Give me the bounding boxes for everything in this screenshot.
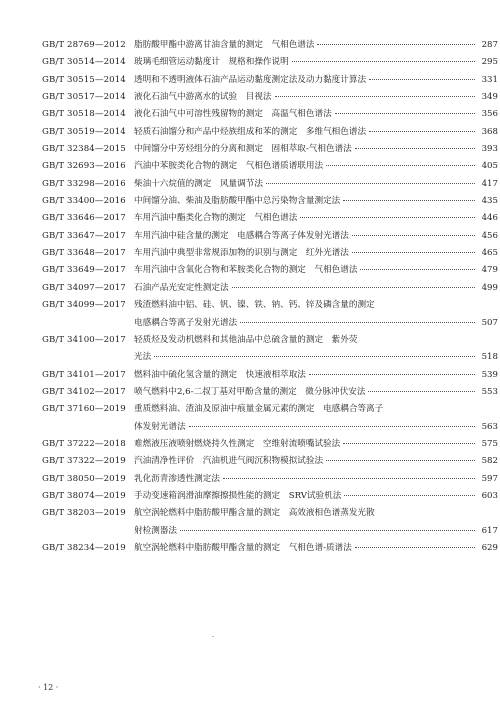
toc-entry[interactable] (42, 245, 498, 262)
toc-entry[interactable] (42, 124, 498, 141)
toc-entry-body (134, 54, 498, 71)
toc-entry[interactable] (42, 280, 498, 297)
toc-entry-body (134, 297, 498, 314)
toc-entry-body (134, 419, 498, 436)
entry-title: 石油产品光安定性测定法 (134, 282, 229, 293)
standard-code: GB/T 37160—2019 (42, 404, 126, 415)
toc-entry[interactable] (42, 37, 498, 54)
page-number-ref: 518 (481, 352, 498, 363)
toc-entry[interactable] (42, 505, 498, 540)
toc-line (42, 280, 498, 297)
toc-line (42, 245, 498, 262)
page-number-ref: 617 (481, 525, 498, 536)
toc-entry-body (134, 505, 498, 522)
toc-entry-body (134, 245, 498, 262)
toc-entry-body (134, 488, 498, 505)
entry-title: 汽油清净性评价 汽油机进气阀沉积物模拟试验法 (134, 456, 324, 467)
standard-code: GB/T 38074—2019 (42, 490, 126, 501)
page-number-ref: 575 (481, 438, 498, 449)
toc-line (42, 89, 498, 106)
entry-title: 透明和不透明液体石油产品运动黏度测定法及动力黏度计算法 (134, 74, 367, 85)
toc-entry[interactable] (42, 158, 498, 175)
toc-entry-body (134, 367, 498, 384)
toc-entry-body (134, 158, 498, 175)
entry-title: 中间馏分油、柴油及脂肪酸甲酯中总污染物含量测定法 (134, 196, 341, 207)
page-number-ref: 405 (481, 161, 498, 172)
dot-leader (240, 322, 475, 323)
toc-entry[interactable] (42, 176, 498, 193)
standard-code: GB/T 37222—2018 (42, 438, 126, 449)
dot-leader (343, 200, 475, 201)
dot-leader (344, 495, 475, 496)
standard-code: GB/T 32693—2016 (42, 161, 126, 172)
toc-entry[interactable] (42, 436, 498, 453)
page-number-ref: 295 (481, 57, 498, 68)
page-number-ref: 287 (481, 40, 498, 50)
standard-code: GB/T 28769—2012 (42, 40, 126, 50)
page-number-ref: 479 (481, 265, 498, 276)
toc-line (42, 54, 498, 71)
entry-title: 残渣燃料油中铝、硅、钒、镍、铁、钠、钙、锌及磷含量的测定 (134, 300, 375, 311)
toc-entry[interactable] (42, 210, 498, 227)
toc-entry[interactable] (42, 89, 498, 106)
page-number-ref: 629 (481, 542, 498, 553)
page-number-ref: 597 (481, 473, 498, 484)
standard-code: GB/T 33646—2017 (42, 213, 126, 224)
entry-title: 车用汽油中含氧化合物和苯胺类化合物的测定 气相色谱法 (134, 265, 358, 276)
entry-title: 液化石油气中可溶性残留物的测定 高温气相色谱法 (134, 109, 332, 120)
toc-entry-body (134, 37, 498, 54)
dot-leader (232, 287, 475, 288)
entry-title-continued: 电感耦合等离子发射光谱法 (134, 317, 238, 328)
toc-entry[interactable] (42, 367, 498, 384)
toc-line-continued (42, 419, 498, 436)
page-number-ref: 603 (481, 490, 498, 501)
toc-entry-body (134, 262, 498, 279)
page-number-ref: 435 (481, 196, 498, 207)
toc-line (42, 210, 498, 227)
standard-code: GB/T 30515—2014 (42, 74, 126, 85)
toc-line (42, 193, 498, 210)
toc-line (42, 384, 498, 401)
dot-leader (335, 113, 475, 114)
page-number-ref: 499 (481, 282, 498, 293)
dot-leader (180, 530, 475, 531)
page-number-ref: 553 (481, 386, 498, 397)
dot-leader (292, 61, 475, 62)
page-number-ref: 582 (481, 456, 498, 467)
entry-title: 车用汽油中硅含量的测定 电感耦合等离子体发射光谱法 (134, 230, 349, 241)
toc-entry-body (134, 228, 498, 245)
toc-entry-body (134, 193, 498, 210)
standard-code: GB/T 34100—2017 (42, 334, 126, 345)
standard-code: GB/T 33648—2017 (42, 248, 126, 259)
toc-line (42, 72, 498, 89)
toc-line (42, 141, 498, 158)
toc-entry-body (134, 453, 498, 470)
entry-title: 手动变速箱润滑油摩擦擦损性能的测定 SRV试验机法 (134, 490, 342, 501)
entry-title: 燃料油中硫化氢含量的测定 快速液相萃取法 (134, 369, 306, 380)
toc-entry[interactable] (42, 193, 498, 210)
standard-code: GB/T 34101—2017 (42, 369, 126, 380)
dot-leader (352, 235, 475, 236)
page-number: · 12 · (38, 683, 59, 692)
standard-code: GB/T 34099—2017 (42, 300, 126, 311)
page-number-ref: 539 (481, 369, 498, 380)
toc-entry-body (134, 401, 498, 418)
standard-code: GB/T 38050—2019 (42, 473, 126, 484)
toc-line (42, 540, 498, 557)
toc-line (42, 262, 498, 279)
page-number-ref: 456 (481, 230, 498, 241)
standard-code: GB/T 34097—2017 (42, 282, 126, 293)
toc-line (42, 367, 498, 384)
page-number-ref: 465 (481, 248, 498, 259)
toc-line (42, 453, 498, 470)
dot-leader (223, 478, 475, 479)
entry-title: 重质燃料油、渣油及原油中痕量金属元素的测定 电感耦合等离子 (134, 404, 384, 415)
dot-leader (343, 443, 475, 444)
toc-entry-body (134, 523, 498, 540)
toc-entry-body (134, 280, 498, 297)
page-number-ref: 393 (481, 144, 498, 155)
toc-line (42, 124, 498, 141)
toc-entry-body (134, 141, 498, 158)
page-number-ref: 331 (481, 74, 498, 85)
dot-leader (355, 148, 475, 149)
toc-entry-body (134, 471, 498, 488)
toc-entry-body (134, 124, 498, 141)
entry-title: 喷气燃料中2,6-二叔丁基对甲酚含量的测定 微分脉冲伏安法 (134, 386, 366, 397)
scan-speck (212, 636, 214, 637)
entry-title: 航空涡轮燃料中脂肪酸甲酯含量的测定 高效液相色谱蒸发光散 (134, 508, 375, 519)
standard-code: GB/T 32384—2015 (42, 144, 126, 155)
entry-title: 车用汽油中典型非常规添加物的识别与测定 红外光谱法 (134, 248, 349, 259)
toc-line (42, 471, 498, 488)
entry-title: 难燃液压液喷射燃烧持久性测定 空维射流喷嘴试验法 (134, 438, 341, 449)
standard-code: GB/T 34102—2017 (42, 386, 126, 397)
entry-title: 脂肪酸甲酯中游离甘油含量的测定 气相色谱法 (134, 40, 315, 50)
standard-code: GB/T 37322—2019 (42, 456, 126, 467)
toc-entry[interactable] (42, 141, 498, 158)
dot-leader (154, 356, 475, 357)
dot-leader (300, 217, 475, 218)
toc-entry-body (134, 210, 498, 227)
toc-entry[interactable] (42, 471, 498, 488)
entry-title: 液化石油气中游离水的试验 目视法 (134, 92, 272, 103)
toc-entry-body (134, 540, 498, 557)
toc-entry-body (134, 332, 498, 349)
toc-entry-body (134, 315, 498, 332)
standard-code: GB/T 30519—2014 (42, 126, 126, 137)
entry-title: 玻璃毛细管运动黏度计 规格和操作说明 (134, 57, 289, 68)
dot-leader (360, 269, 475, 270)
page-number-ref: 563 (481, 421, 498, 432)
standard-code: GB/T 33400—2016 (42, 196, 126, 207)
toc-line (42, 401, 498, 418)
standard-code: GB/T 30514—2014 (42, 57, 126, 68)
dot-leader (189, 426, 475, 427)
standard-code: GB/T 33647—2017 (42, 230, 126, 241)
dot-leader (369, 79, 475, 80)
toc-line-continued (42, 349, 498, 366)
standard-code: GB/T 33298—2016 (42, 178, 126, 189)
entry-title: 乳化沥青渗透性测定法 (134, 473, 220, 484)
page-number-ref: 446 (481, 213, 498, 224)
standard-code: GB/T 38203—2019 (42, 508, 126, 519)
toc-line-continued (42, 315, 498, 332)
toc-entry[interactable] (42, 262, 498, 279)
entry-title-continued: 体发射光谱法 (134, 421, 186, 432)
toc-line (42, 488, 498, 505)
page-number-ref: 368 (481, 126, 498, 137)
standard-code: GB/T 30517—2014 (42, 92, 126, 103)
dot-leader (352, 252, 475, 253)
toc-entry[interactable] (42, 297, 498, 332)
toc-line (42, 176, 498, 193)
dot-leader (355, 547, 475, 548)
toc-line (42, 332, 498, 349)
toc-entry[interactable] (42, 453, 498, 470)
toc-entry-body (134, 176, 498, 193)
table-of-contents (42, 37, 498, 557)
dot-leader (326, 165, 475, 166)
toc-entry[interactable] (42, 54, 498, 71)
toc-line (42, 37, 498, 54)
dot-leader (317, 44, 475, 45)
entry-title: 汽油中苯胺类化合物的测定 气相色谱质谱联用法 (134, 161, 324, 172)
toc-line (42, 505, 498, 522)
dot-leader (368, 391, 475, 392)
toc-entry[interactable] (42, 384, 498, 401)
toc-entry[interactable] (42, 540, 498, 557)
page-number-ref: 356 (481, 109, 498, 120)
entry-title: 柴油十六烷值的测定 风量调节法 (134, 178, 263, 189)
standard-code: GB/T 30518—2014 (42, 109, 126, 120)
toc-line (42, 106, 498, 123)
toc-entry[interactable] (42, 401, 498, 436)
toc-entry[interactable] (42, 228, 498, 245)
standard-code: GB/T 38234—2019 (42, 542, 126, 553)
toc-entry-body (134, 72, 498, 89)
toc-line (42, 297, 498, 314)
entry-title: 轻质烃及发动机燃料和其他油品中总硫含量的测定 紫外荧 (134, 334, 358, 345)
entry-title: 航空涡轮燃料中脂肪酸甲酯含量的测定 气相色谱-质谱法 (134, 542, 352, 553)
toc-entry-body (134, 106, 498, 123)
entry-title-continued: 射检测器法 (134, 525, 177, 536)
toc-line (42, 228, 498, 245)
toc-line (42, 158, 498, 175)
page-number-ref: 349 (481, 92, 498, 103)
page-number-ref: 507 (481, 317, 498, 328)
toc-entry-body (134, 89, 498, 106)
dot-leader (369, 131, 475, 132)
dot-leader (266, 183, 475, 184)
toc-entry[interactable] (42, 72, 498, 89)
toc-entry[interactable] (42, 488, 498, 505)
entry-title: 中间馏分中芳烃组分的分离和测定 固相萃取-气相色谱法 (134, 144, 352, 155)
standard-code: GB/T 33649—2017 (42, 265, 126, 276)
dot-leader (275, 96, 475, 97)
entry-title: 轻质石油馏分和产品中烃族组成和苯的测定 多维气相色谱法 (134, 126, 367, 137)
entry-title-continued: 光法 (134, 352, 152, 363)
toc-line-continued (42, 523, 498, 540)
toc-line (42, 436, 498, 453)
dot-leader (326, 460, 475, 461)
entry-title: 车用汽油中酯类化合物的测定 气相色谱法 (134, 213, 298, 224)
toc-entry-body (134, 436, 498, 453)
dot-leader (309, 374, 475, 375)
page-number-ref: 417 (481, 178, 498, 189)
toc-entry[interactable] (42, 106, 498, 123)
toc-entry-body (134, 384, 498, 401)
toc-entry-body (134, 349, 498, 366)
toc-entry[interactable] (42, 332, 498, 367)
